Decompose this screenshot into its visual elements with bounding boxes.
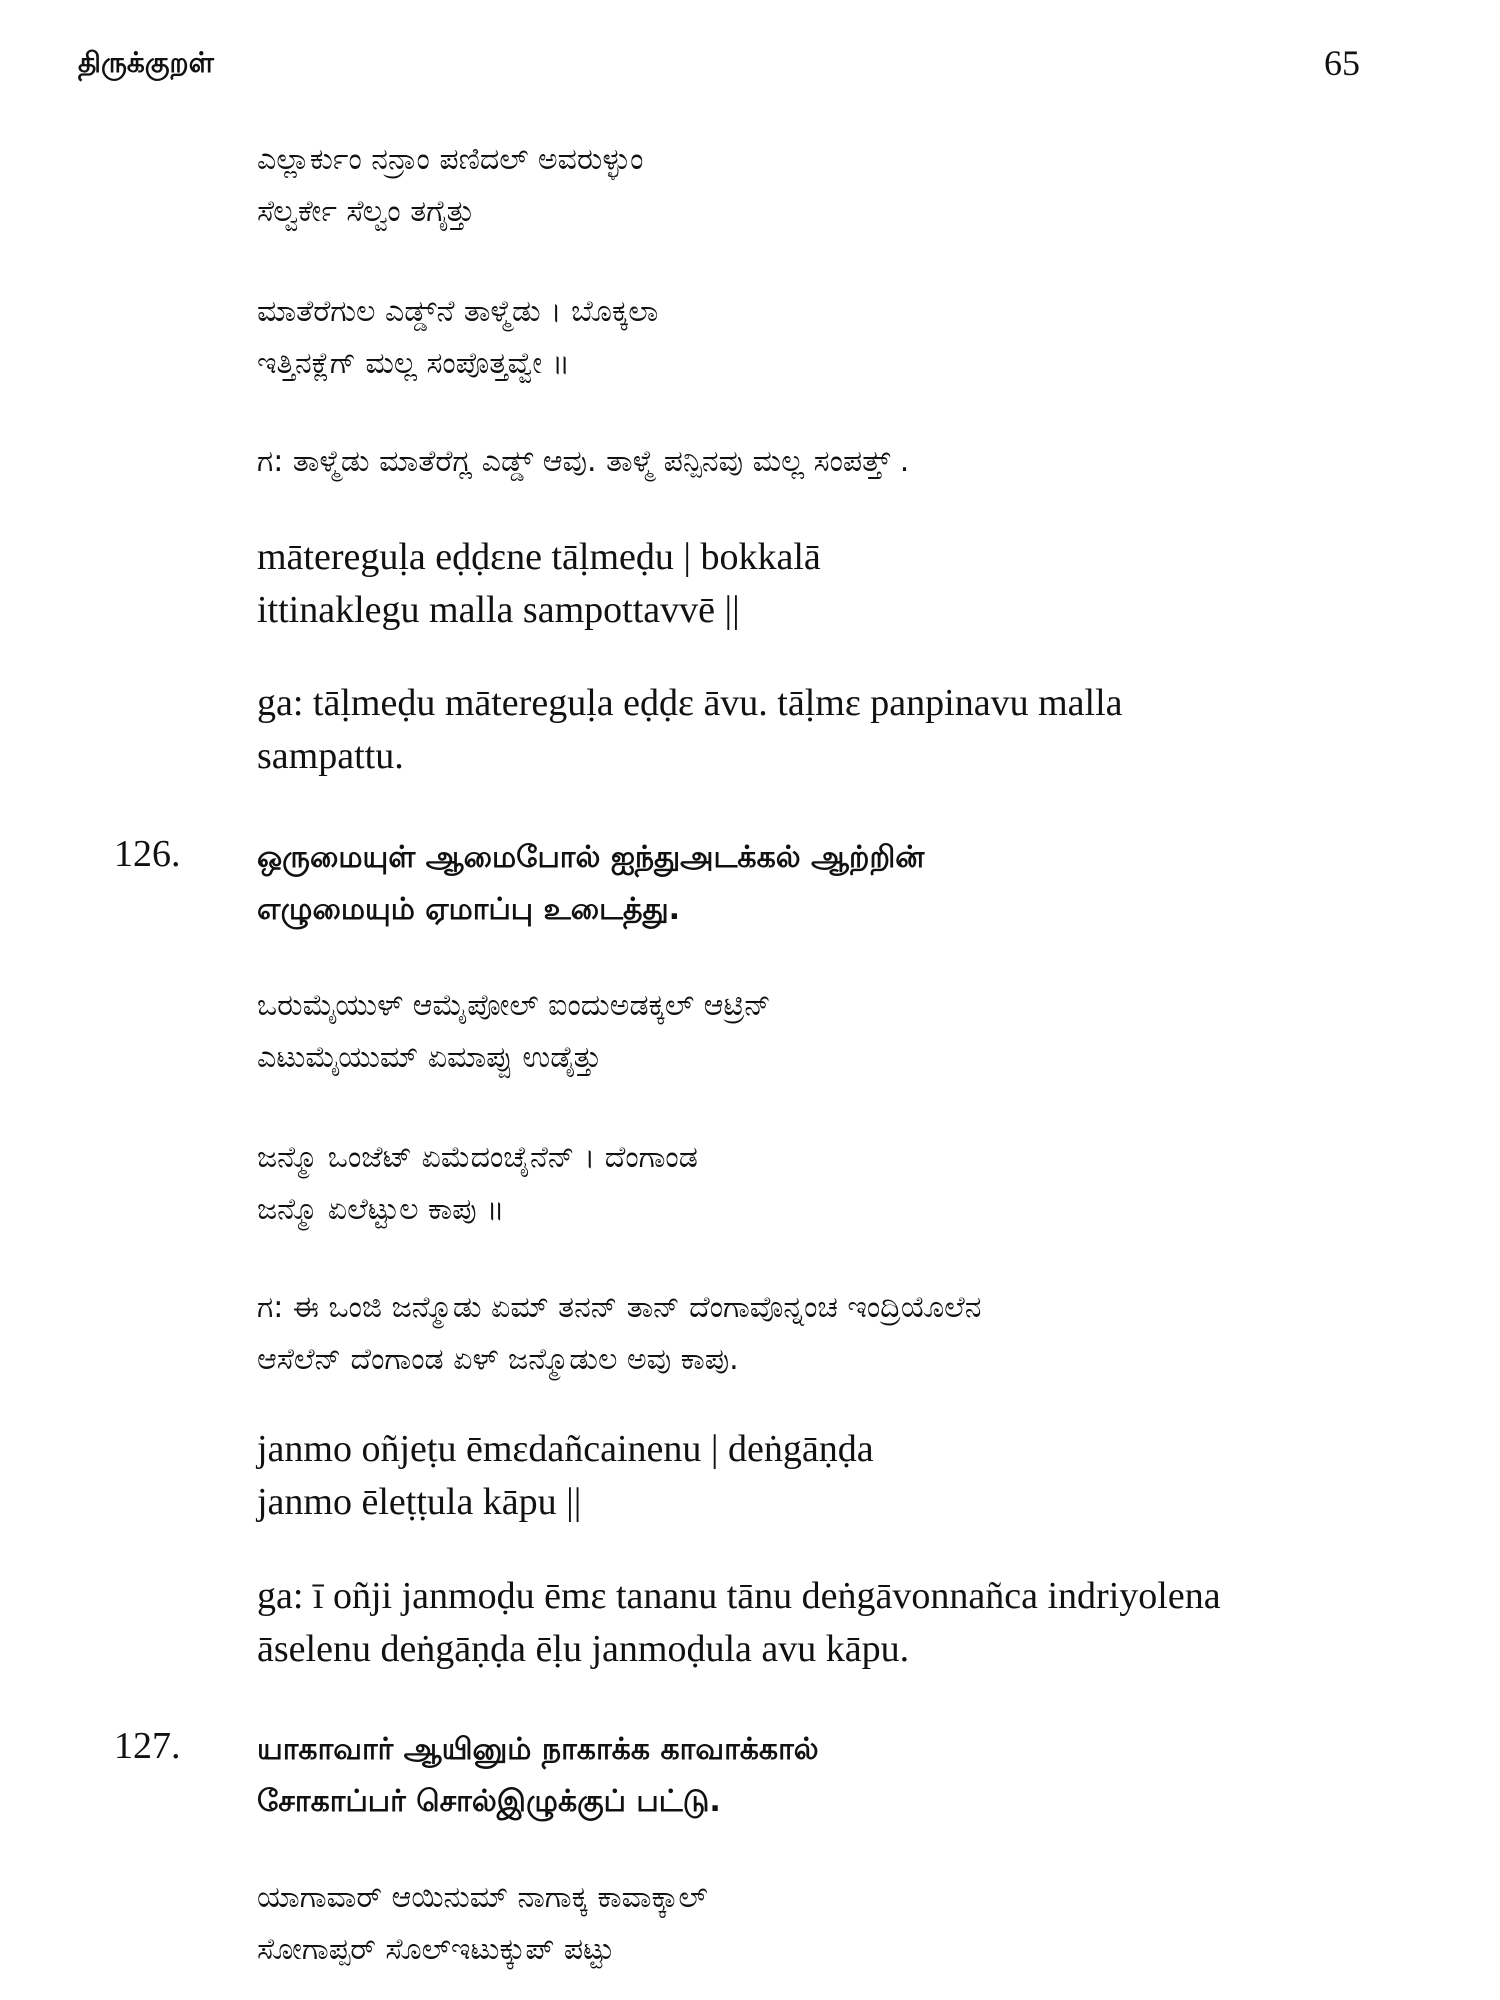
tamil-verse-127 — [257, 1724, 1387, 1828]
verse-line: ittinaklegu malla sampottavvē || — [257, 589, 740, 631]
roman-gloss-125 — [257, 677, 1387, 783]
verse-line: ಮಾತೆರೆಗುಲ ಎಡ್ಡ್‌ನೆ ತಾಳ್ಮೆಡು । ಬೊಕ್ಕಲಾ — [257, 294, 659, 329]
verse-line: ಸೆಲ್ವರ್ಕೇ ಸೆಲ್ವಂ ತಗೈತ್ತು — [257, 194, 475, 229]
verse-number-127: 127. — [114, 1725, 181, 1767]
verse-line: ಎಟುಮೈಯುಮ್ ಏಮಾಪ್ಪು ಉಡೈತ್ತು — [257, 1040, 602, 1075]
kannada-transliteration-126 — [257, 980, 1387, 1084]
verse-line: சோகாப்பர் சொல்இழுக்குப் பட்டு. — [257, 1784, 721, 1819]
verse-line: யாகாவார் ஆயினும் நாகாக்க காவாக்கால் — [257, 1732, 819, 1767]
verse-line: janmo ēleṭṭula kāpu || — [257, 1481, 582, 1523]
tulu-gloss-125 — [257, 436, 1387, 488]
verse-line: ಸೋಗಾಪ್ಪರ್ ಸೊಲ್ಇಟುಕ್ಕುಪ್ ಪಟ್ಟು — [257, 1932, 615, 1967]
running-header-title: திருக்குறள் — [78, 46, 214, 79]
roman-gloss-126 — [257, 1570, 1387, 1676]
verse-line: ಎಲ್ಲಾರ್ಕುಂ ನನ್ರಾಂ ಪಣಿದಲ್ ಅವರುಳ್ಳುಂ — [257, 142, 644, 177]
verse-line: ಇತ್ತಿನಕ್ಲೆಗ್ ಮಲ್ಲ ಸಂಪೊತ್ತವ್ವೇ ॥ — [257, 346, 570, 381]
verse-line: எழுமையும் ஏமாப்பு உடைத்து. — [257, 892, 680, 927]
verse-line: ಜನ್ಮೊ ಏಲೆಟ್ಟುಲ ಕಾಪು ॥ — [257, 1192, 505, 1227]
roman-verse-126 — [257, 1423, 1387, 1529]
tamil-verse-126 — [257, 832, 1387, 936]
gloss-line: ಆಸೆಲೆನ್ ದೆಂಗಾಂಡ ಏಳ್ ಜನ್ಮೊಡುಲ ಅವು ಕಾಪು. — [257, 1342, 739, 1377]
verse-line: ಜನ್ಮೊ ಒಂಜೆಟ್ ಏಮೆದಂಚೈನೆನ್ । ದೆಂಗಾಂಡ — [257, 1140, 698, 1175]
gloss-line: āselenu deṅgāṇḍa ēḷu janmoḍula avu kāpu. — [257, 1628, 910, 1670]
verse-number-126: 126. — [114, 833, 181, 875]
gloss-line: ga: ī oñji janmoḍu ēmɛ tananu tānu deṅgāvonnañca indriyolena — [257, 1575, 1221, 1617]
tulu-verse-125 — [257, 286, 1387, 390]
verse-line: ಒರುಮೈಯುಳ್ ಆಮೈಪೋಲ್ ಐಂದುಅಡಕ್ಕಲ್ ಆಟ್ರಿನ್ — [257, 988, 771, 1023]
tulu-verse-126 — [257, 1132, 1387, 1236]
kannada-transliteration-125 — [257, 134, 1387, 238]
verse-line: janmo oñjeṭu ēmɛdañcainenu | deṅgāṇḍa — [257, 1428, 874, 1470]
tulu-gloss-126 — [257, 1282, 1387, 1386]
verse-line: ஒருமையுள் ஆமைபோல் ஐந்துஅடக்கல் ஆற்றின் — [257, 840, 925, 875]
gloss-line: ಗ: ಈ ಒಂಜಿ ಜನ್ಮೊಡು ಏಮ್ ತನನ್ ತಾನ್ ದೆಂಗಾವೊನ್ನಂಚ ಇಂದ್ರಿಯೊಲೆನ — [257, 1290, 982, 1325]
verse-line: mātereguḷa eḍḍɛne tāḷmeḍu | bokkalā — [257, 536, 821, 578]
kannada-transliteration-127 — [257, 1872, 1387, 1976]
gloss-line: ಗ: ತಾಳ್ಮೆಡು ಮಾತೆರೆಗ್ಲ ಎಡ್ಡ್ ಆವು. ತಾಳ್ಮೆ ಪನ್ಪಿನವು ಮಲ್ಲ ಸಂಪತ್ತ್ . — [257, 444, 910, 479]
verse-line: ಯಾಗಾವಾರ್ ಆಯಿನುಮ್ ನಾಗಾಕ್ಕ ಕಾವಾಕ್ಕಾಲ್ — [257, 1880, 708, 1915]
gloss-line: ga: tāḷmeḍu mātereguḷa eḍḍɛ āvu. tāḷmɛ panpinavu malla — [257, 682, 1123, 724]
page-number: 65 — [1324, 43, 1360, 83]
roman-verse-125 — [257, 531, 1387, 637]
gloss-line: sampattu. — [257, 735, 404, 777]
